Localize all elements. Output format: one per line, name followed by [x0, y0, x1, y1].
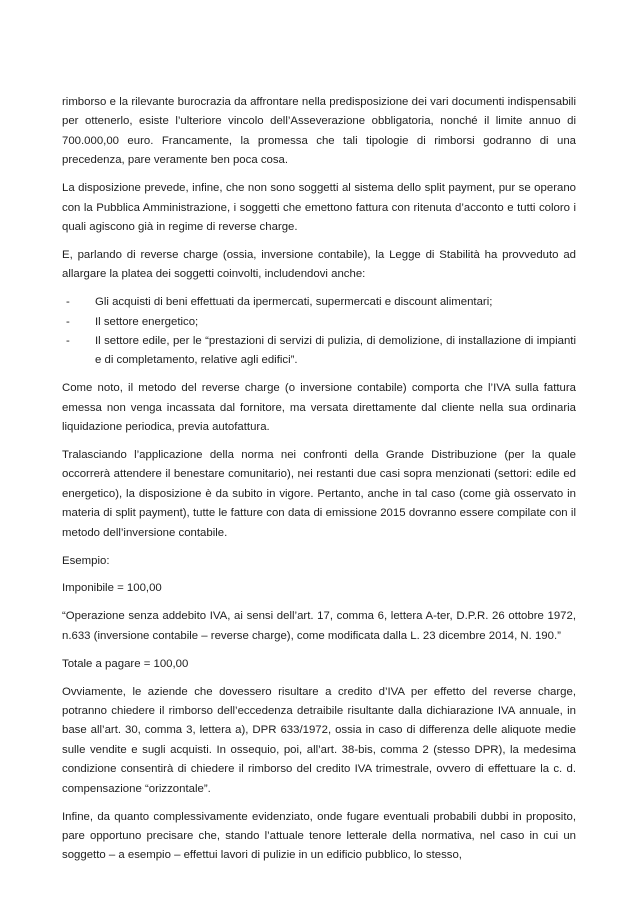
- document-page: [62, 93, 576, 874]
- paragraph-split-payment-exclusions: La disposizione prevede, infine, che non sono soggetti al sistema dello split payment, pur se operano con la Pubblica Amministrazione, i soggetti che emettono fattura con ritenuta d’acconto e tutti coloro i quali agiscono già in regime di reverse charge.: [62, 182, 576, 233]
- reverse-charge-list: [62, 293, 576, 371]
- paragraph-reverse-charge-intro: E, parlando di reverse charge (ossia, inversione contabile), la Legge di Stabilità ha provveduto ad allargare la platea dei soggetti coinvolti, includendovi anche:: [62, 248, 576, 281]
- paragraph-reverse-charge-method: Come noto, il metodo del reverse charge (o inversione contabile) comporta che l’IVA sulla fattura emessa non venga incassata dal fornitore, ma versata direttamente dal cliente nella sua ordinaria liquidazione periodica, previa autofattura.: [62, 382, 576, 434]
- totale-line: Totale a pagare = 100,00: [62, 657, 189, 670]
- list-item: - Il settore energetico;: [62, 313, 576, 332]
- imponibile-line: Imponibile = 100,00: [62, 582, 162, 595]
- paragraph-grande-distribuzione: Tralasciando l’applicazione della norma nei confronti della Grande Distribuzione (per la quale occorrerà attendere il benestare comunitario), nei restanti due casi sopra menzionati (settori: edile ed energetico), la disposizione è da subito in vigore. Pertanto, anche in tal caso (come già osservato in materia di split payment), tutte le fatture con data di emissione 2015 dovranno essere compilate con il metodo dell’inversione contabile.: [62, 449, 576, 539]
- invoice-note: “Operazione senza addebito IVA, ai sensi dell’art. 17, comma 6, lettera A-ter, D.P.R. 26 ottobre 1972, n.633 (inversione contabile – reverse charge), come modificata dalla L. 23 dicembre 2014, N. 190.”: [62, 610, 576, 642]
- paragraph-rimborso-iva: Ovviamente, le aziende che dovessero risultare a credito d’IVA per effetto del reverse charge, potranno chiedere il rimborso dell’eccedenza detraibile risultante dalla dichiarazione IVA annuale, in base all’art. 30, comma 3, lettera a), DPR 633/1972, ossia in caso di differenza delle aliquote medie sulle vendite e sugli acquisti. In ossequio, poi, all’art. 38-bis, comma 2 (stesso DPR), la medesima condizione consentirà di chiedere il rimborso del credito IVA trimestrale, ovvero di effettuare la c. d. compensazione “orizzontale”.: [62, 685, 576, 795]
- paragraph-infine: Infine, da quanto complessivamente evidenziato, onde fugare eventuali probabili dubbi in proposito, pare opportuno precisare che, stando l’attuale tenore letterale della normativa, nel caso in cui un soggetto – a esempio – effettui lavori di pulizie in un edificio pubblico, lo stesso,: [62, 810, 576, 862]
- list-item: - Il settore edile, per le “prestazioni di servizi di pulizia, di demolizione, di installazione di impianti e di completamento, relative agli edifici”.: [62, 332, 576, 371]
- example-label: Esempio:: [62, 554, 110, 567]
- list-item: - Gli acquisti di beni effettuati da ipermercati, supermercati e discount alimentari;: [62, 293, 576, 312]
- paragraph-rimborso: rimborso e la rilevante burocrazia da affrontare nella predisposizione dei vari documenti indispensabili per ottenerlo, esiste l’ulteriore vincolo dell’Asseverazione obbligatoria, nonché il limite annuo di 700.000,00 euro. Francamente, la promessa che tali tipologie di rimborsi godranno di una precedenza, pare veramente ben poca cosa.: [62, 96, 576, 167]
